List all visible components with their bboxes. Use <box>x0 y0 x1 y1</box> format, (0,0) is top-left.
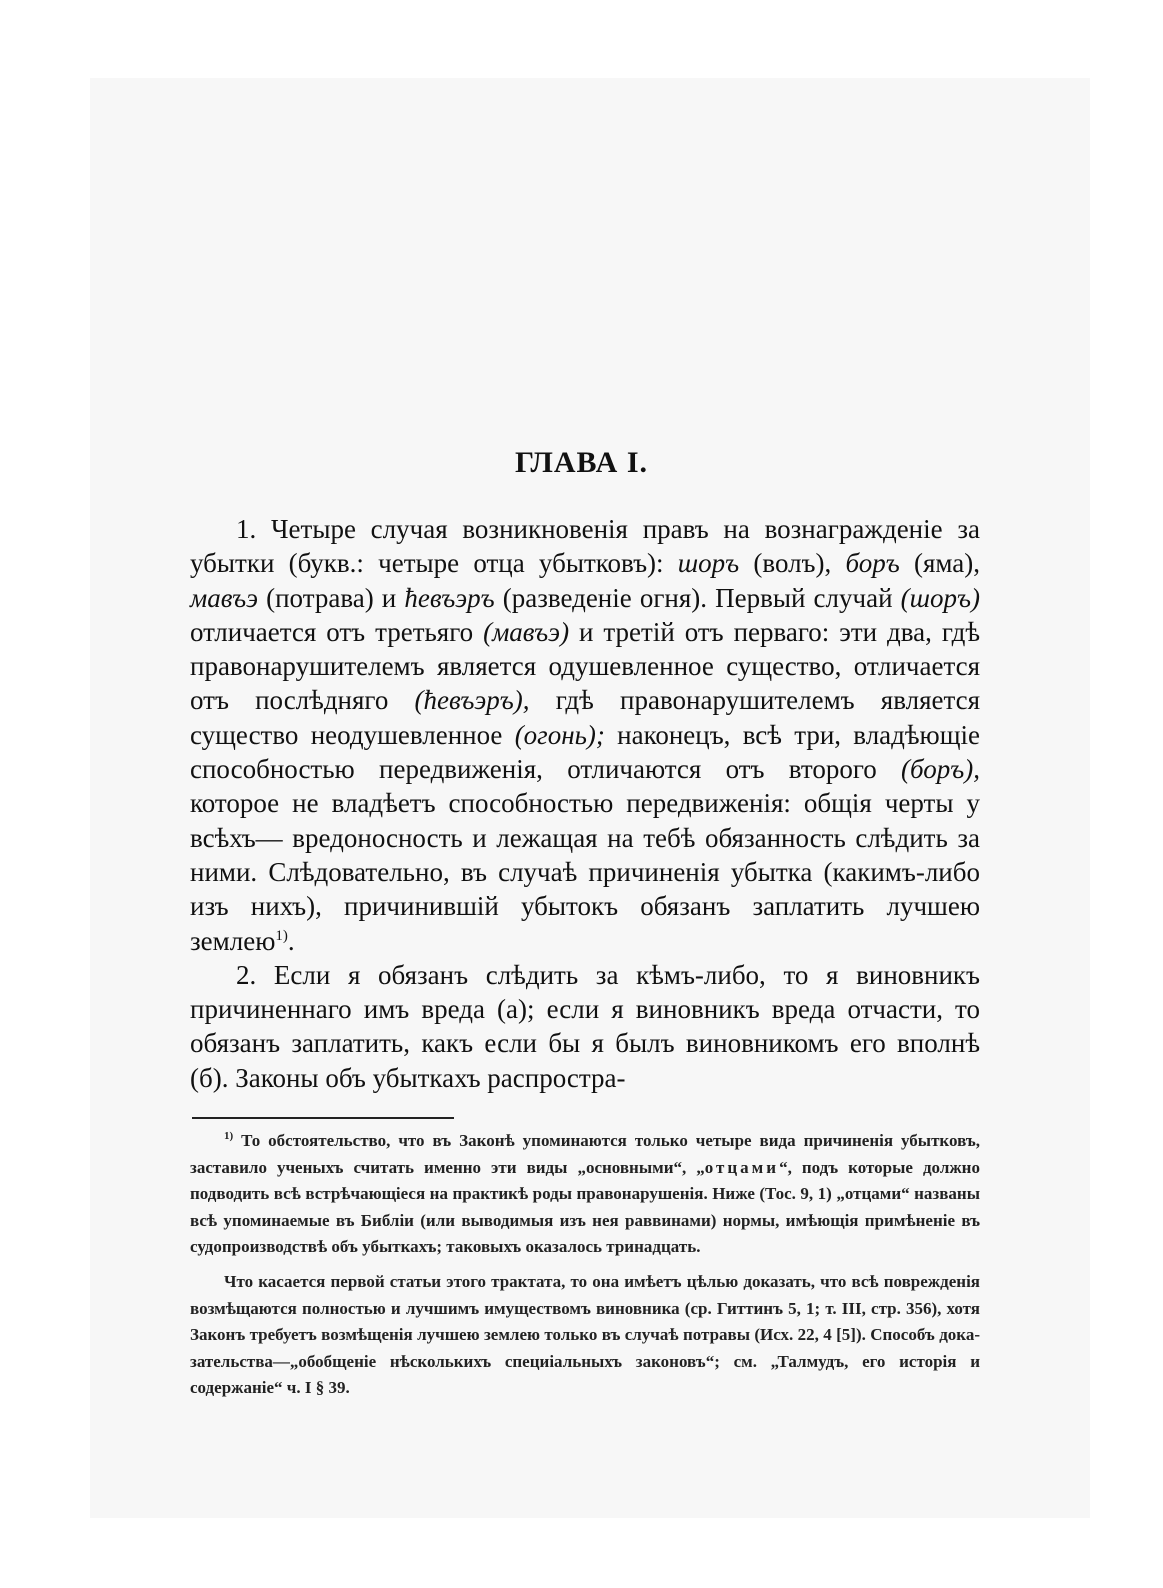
footnote-divider <box>192 1117 454 1119</box>
italic-term: шоръ <box>677 548 740 579</box>
text-run: (волъ), <box>739 548 846 579</box>
text-run: 1. Четыре случая возникновенія правъ на вознагражденіе за убытки (букв.: четыре отца убытковъ): <box>190 514 980 579</box>
footnote-1-continuation: Что касается первой статьи этого трактата, то она имѣетъ цѣлью доказать, что всѣ поврежденія возмѣщаются полностью и лучшимъ имуществомъ виновника (ср. Гиттинъ 5, 1; т. III, стр. 356), хотя Законъ требуетъ возмѣщенія лучшею землею только въ случаѣ потравы (Исх. 22, 4 [5]). Способъ доказательства—„обобщеніе нѣсколькихъ специіальныхъ законовъ“; см. „Талмудъ, его исторія и содержаніе“ ч. I § 39. <box>190 1271 980 1398</box>
text-run: отличается отъ третьяго <box>190 616 484 647</box>
footnote-1-text-a: То обстоятельство, что въ Законѣ упоминаются только четыре вида причиненія убытковъ, заставило ученыхъ считать именно эти виды „основными“, „ <box>190 1131 980 1177</box>
footnote-1-spaced-term: отцами <box>704 1157 780 1177</box>
footnotes <box>190 1128 980 1402</box>
text-run: гдѣ правонарушителемъ является существо неодушевленное <box>190 685 981 750</box>
text-run: (разведеніе огня). Первый случай <box>494 582 901 613</box>
paragraph-1 <box>190 512 980 958</box>
paragraph-1-tail: . <box>287 925 295 956</box>
chapter-title: ГЛАВА I. <box>514 446 649 479</box>
text-run: (потрава) и <box>258 582 405 613</box>
paragraph-2: 2. Если я обязанъ слѣдить за кѣмъ-либо, то я виновникъ причиненнаго имъ вреда (а); если я виновникъ вреда отчасти, то обязанъ заплатить, какъ если бы я былъ виновникомъ его вполнѣ (б). Законы объ убыткахъ распростра- <box>190 959 980 1093</box>
text-run: которое не владѣетъ способностью передвиженія: общія черты у всѣхъ— вредоносность и лежащая на тебѣ обязанность слѣдить за ними. Слѣдовательно, въ случаѣ причиненія убытка (какимъ-либо изъ нихъ), причинившій убытокъ обязанъ заплатить лучшею землею <box>190 788 980 956</box>
italic-term: боръ <box>845 548 900 579</box>
footnote-reference-1[interactable]: 1) <box>275 927 288 944</box>
footnote-1 <box>190 1128 980 1261</box>
text-run: и третій отъ перваго: эти два, гдѣ правонарушителемъ является одушевленное существо, отличается отъ послѣдняго <box>190 616 980 716</box>
main-text <box>190 512 980 1095</box>
text-run: наконецъ, всѣ три, владѣющіе способностью передвиженія, отличаются отъ второго <box>190 719 980 785</box>
italic-term: мавъэ <box>190 582 259 613</box>
footnote-1-mark: 1) <box>224 1130 234 1142</box>
footnote-1-text-b: “, подъ которые должно подводить всѣ встрѣчающіеся на практикѣ роды правонарушенія. Ниже (Тос. 9, 1) „отцами“ названы всѣ упоминаемые въ Библіи (или выводимыя изъ нея раввинами) нормы, имѣющія примѣненіе въ судопроизводствѣ объ убыткахъ; таковыхъ оказалось тринадцать. <box>190 1157 980 1257</box>
italic-term: (шоръ) <box>900 582 981 613</box>
italic-term: (мавъэ) <box>483 616 570 647</box>
italic-term: (боръ), <box>901 754 980 785</box>
italic-term: (ћевъэръ), <box>414 685 530 716</box>
italic-term: ћевъэръ <box>404 582 495 613</box>
italic-term: (огонь); <box>514 719 605 750</box>
text-run: (яма), <box>899 548 980 579</box>
